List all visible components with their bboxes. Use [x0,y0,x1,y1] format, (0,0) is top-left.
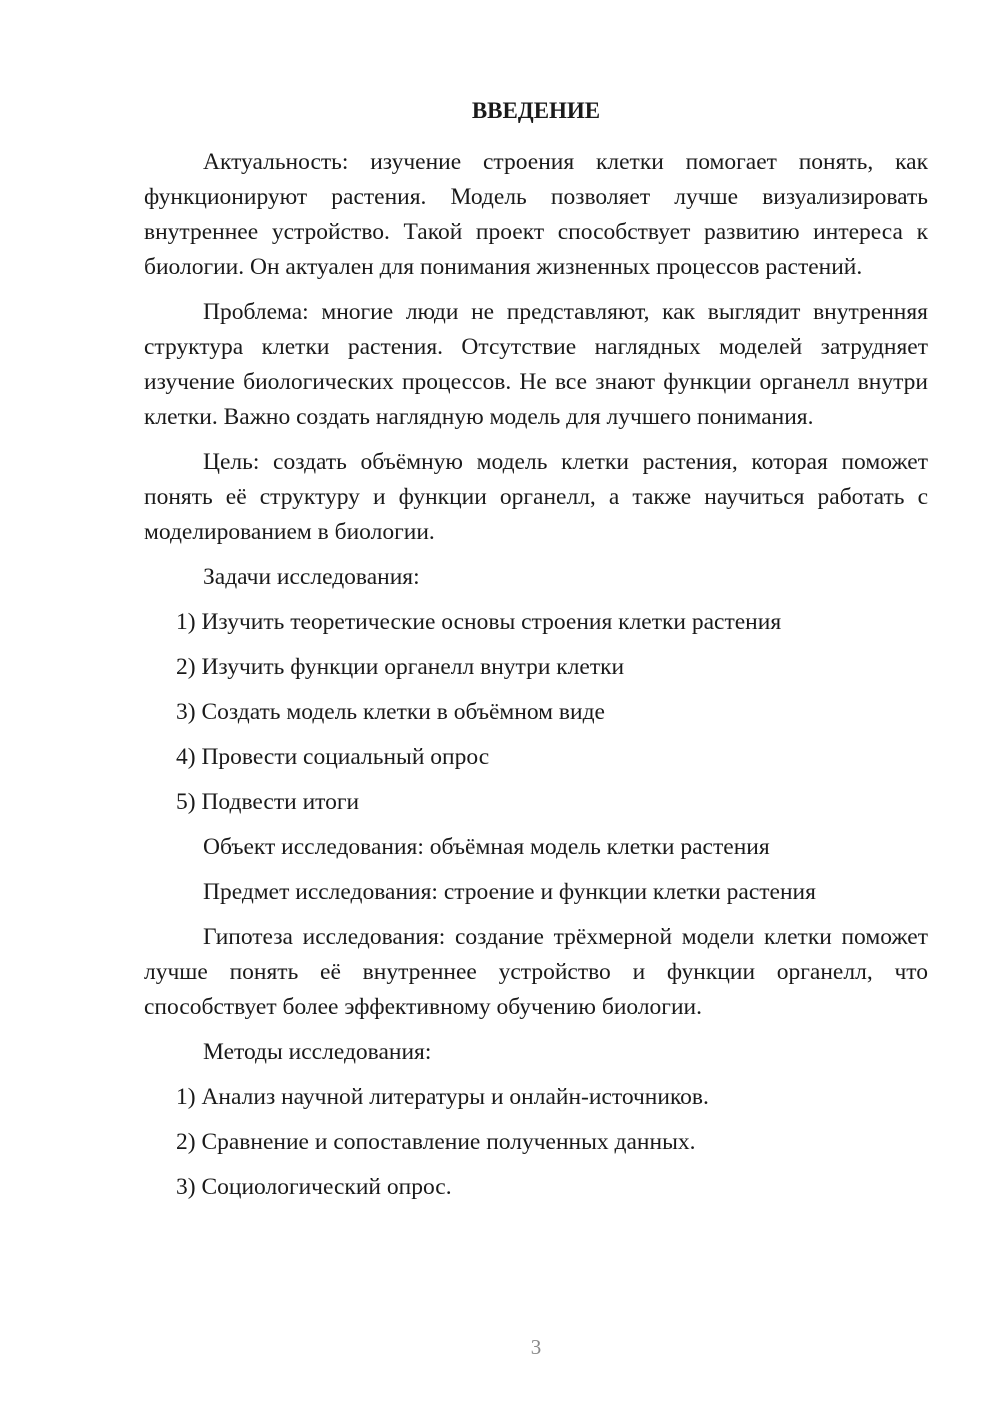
page-number: 3 [530,1335,542,1359]
method-item: 3) Социологический опрос. [176,1174,452,1200]
task-item: 2) Изучить функции органелл внутри клетки [176,654,625,680]
relevance-paragraph: Актуальность: изучение строения клетки помогает понять, как функционируют растения. Модель позволяет лучше визуализировать внутреннее устройство. Такой проект способствует развитию интереса к биологии. Он актуален для понимания жизненных процессов растений. [144,149,928,280]
task-item: 4) Провести социальный опрос [176,744,490,770]
goal-paragraph: Цель: создать объёмную модель клетки растения, которая поможет понять её структуру и функции органелл, а также научиться работать с моделированием в биологии. [144,449,928,545]
task-item: 1) Изучить теоретические основы строения клетки растения [176,609,782,635]
section-title: ВВЕДЕНИЕ [471,98,601,123]
subject-line: Предмет исследования: строение и функции клетки растения [203,879,816,905]
document-body [144,145,928,1215]
tasks-heading: Задачи исследования: [203,564,420,590]
hypothesis-paragraph: Гипотеза исследования: создание трёхмерной модели клетки поможет лучше понять её внутреннее устройство и функции органелл, что способствует более эффективному обучению биологии. [144,924,928,1020]
problem-paragraph: Проблема: многие люди не представляют, как выглядит внутренняя структура клетки растения. Отсутствие наглядных моделей затрудняет изучение биологических процессов. Не все знают функции органелл внутри клетки. Важно создать наглядную модель для лучшего понимания. [144,299,928,430]
method-item: 2) Сравнение и сопоставление полученных данных. [176,1129,696,1155]
task-item: 3) Создать модель клетки в объёмном виде [176,699,605,725]
methods-heading: Методы исследования: [203,1039,432,1065]
object-line: Объект исследования: объёмная модель клетки растения [203,834,770,860]
task-item: 5) Подвести итоги [176,789,360,815]
method-item: 1) Анализ научной литературы и онлайн-источников. [176,1084,709,1110]
